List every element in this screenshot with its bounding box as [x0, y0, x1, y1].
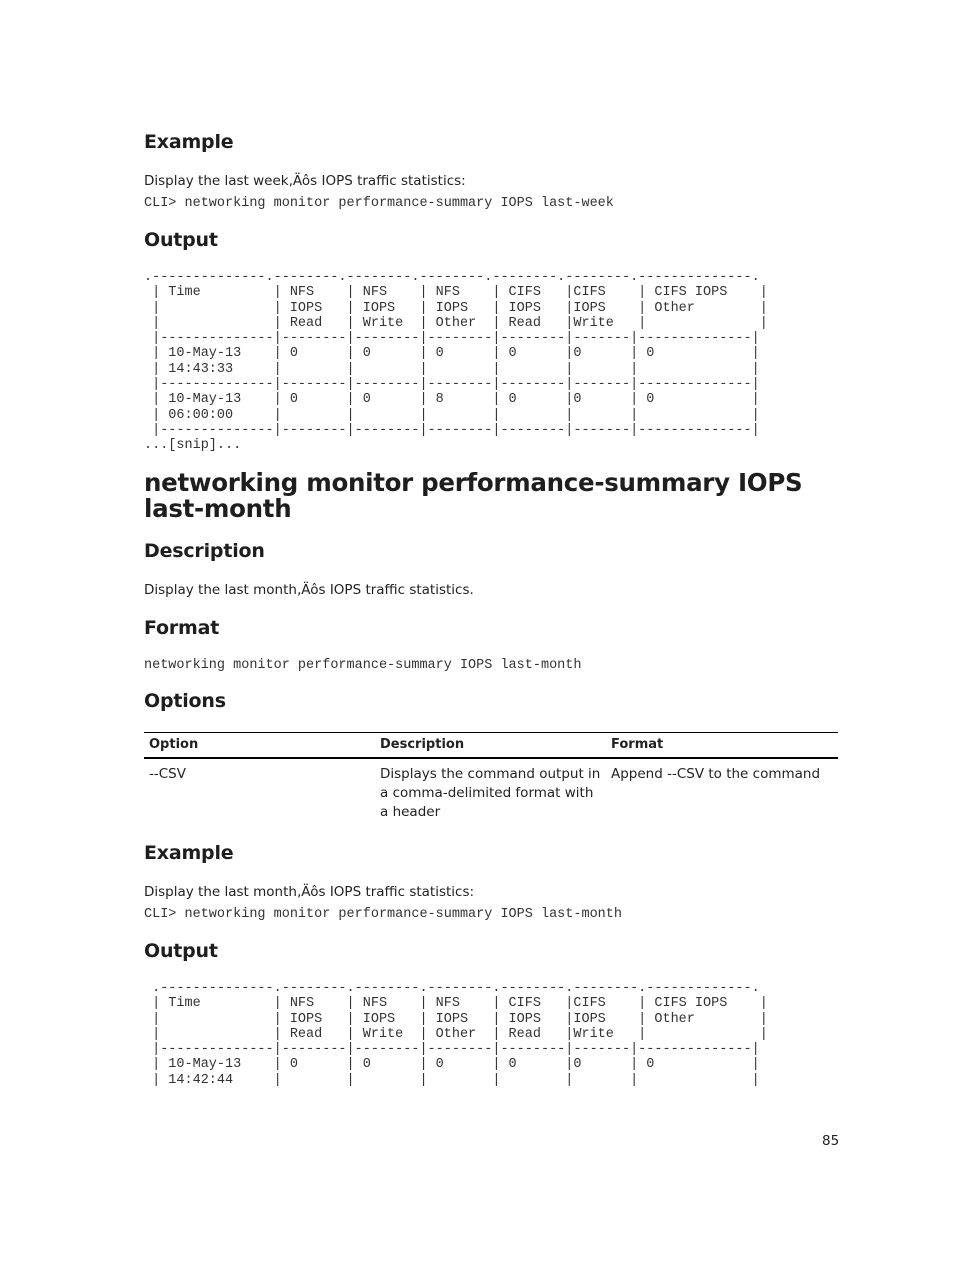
output-block: .--------------.--------.--------.--------.--------.--------.--------------. | Time | NFS | NFS | NFS | CIFS |CIFS | CIFS IOPS | | | IOPS | IOPS | IOPS | IOPS |IOPS | Other | | | Read | Write | Other | Read |Write | | |--------------|--------|--------|--------|--------|-------|--------------| | 10-May-13 | 0 | 0 | 0 | 0 |0 | 0 | | 14:43:33 | | | | | | | |--------------|--------|--------|--------|--------|-------|--------------| | 10-May-13 | 0 | 0 | 8 | 0 |0 | 0 | | 06:00:00 | | | | | | | |--------------|--------|--------|--------|--------|-------|--------------| ...[snip]... — [144, 270, 768, 454]
format-command: networking monitor performance-summary IOPS last-month — [144, 658, 582, 673]
page-title: networking monitor performance-summary IOPS last-month — [144, 468, 803, 523]
format-heading: Format — [144, 617, 220, 639]
description-heading: Description — [144, 540, 265, 562]
table-row — [144, 758, 838, 827]
page-number: 85 — [822, 1133, 840, 1149]
example-description-2: Display the last month‚Äôs IOPS traffic statistics: — [144, 884, 475, 900]
example-command: CLI> networking monitor performance-summary IOPS last-week — [144, 196, 614, 211]
options-table — [144, 732, 838, 827]
description-text: Display the last month‚Äôs IOPS traffic statistics. — [144, 582, 474, 598]
options-header-option: Option — [144, 733, 375, 759]
example-heading-2: Example — [144, 842, 234, 864]
example-command-2: CLI> networking monitor performance-summary IOPS last-month — [144, 907, 622, 922]
option-format-cell: Append --CSV to the command — [611, 766, 821, 782]
options-heading: Options — [144, 690, 226, 712]
example-description: Display the last week‚Äôs IOPS traffic statistics: — [144, 173, 466, 189]
option-cell: --CSV — [149, 766, 186, 782]
output-block-2: .--------------.--------.--------.--------.--------.--------.-------------. | Time | NFS | NFS | NFS | CIFS |CIFS | CIFS IOPS | | | IOPS | IOPS | IOPS | IOPS |IOPS | Other | | | Read | Write | Other | Read |Write | | |--------------|--------|--------|--------|--------|-------|--------------| | 10-May-13 | 0 | 0 | 0 | 0 |0 | 0 | | 14:42:44 | | | | | | | — [152, 981, 768, 1088]
example-heading: Example — [144, 131, 234, 153]
options-header-description: Description — [375, 733, 606, 759]
option-description-cell: Displays the command output in a comma-delimited format with a header — [380, 766, 601, 820]
output-heading-2: Output — [144, 940, 218, 962]
options-header-format: Format — [606, 733, 838, 759]
output-heading: Output — [144, 229, 218, 251]
options-table-header-row — [144, 733, 838, 759]
